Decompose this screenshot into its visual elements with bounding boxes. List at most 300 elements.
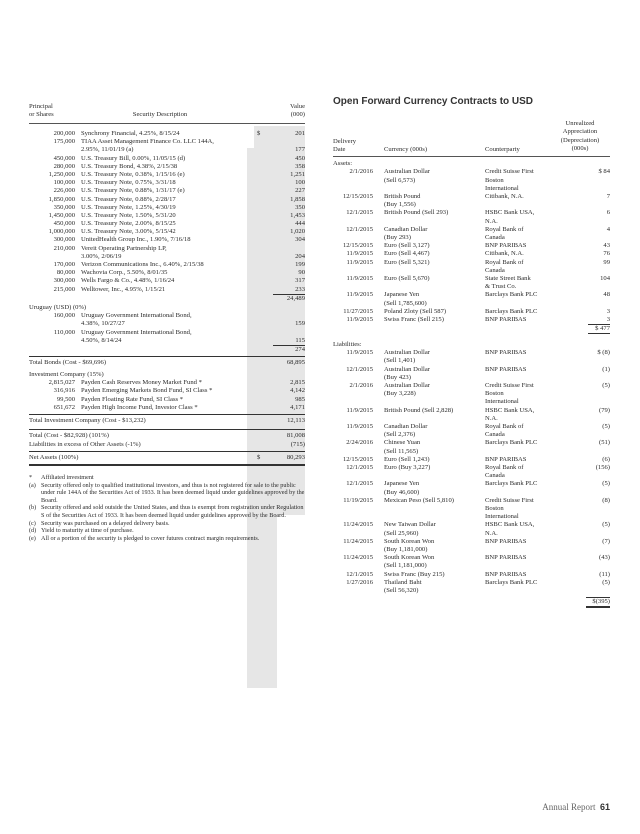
footnote: [29, 520, 305, 528]
counterparty-line: BNP PARIBAS: [485, 242, 527, 250]
holding-row: [29, 228, 305, 236]
principal-amount: 300,000: [53, 236, 75, 244]
delivery-date: 12/1/2015: [346, 480, 373, 488]
counterparty: [485, 521, 534, 537]
security-description: Welltower, Inc., 4.95%, 1/15/21: [81, 285, 166, 293]
holding-row: [29, 312, 305, 320]
footnote-marker: (a): [29, 481, 36, 489]
currency: [384, 308, 446, 316]
appreciation-value: (5): [602, 480, 610, 488]
delivery-date: 11/9/2015: [346, 315, 373, 323]
currency-line: Swiss Franc (Sell 215): [384, 315, 444, 323]
counterparty: [485, 168, 534, 193]
counterparty-line: Citibank, N.A.: [485, 192, 524, 200]
appreciation-value: 3: [606, 315, 610, 323]
counterparty-line: BNP PARIBAS: [485, 365, 527, 373]
holding-row: [29, 253, 305, 261]
security-description: TIAA Asset Management Finance Co. LLC 144A,: [81, 138, 214, 146]
currency-line: Euro (Sell 5,321): [384, 258, 430, 266]
counterparty-line: BNP PARIBAS: [485, 554, 527, 562]
principal-amount: 99,500: [56, 395, 75, 403]
counterparty-line: Barclays Bank PLC: [485, 439, 538, 447]
total-ic-label: Total Investment Company (Cost - $13,232): [29, 417, 146, 424]
counterparty: [485, 497, 534, 522]
footnote-text: Yield to maturity at time of purchase.: [41, 527, 134, 535]
market-value: 100: [295, 179, 305, 187]
appreciation-header: Unrealized Appreciation (Depreciation) (000s): [560, 120, 600, 152]
counterparty-line: Citibank, N.A.: [485, 250, 524, 258]
total-bonds-label: Total Bonds (Cost - $69,696): [29, 359, 107, 367]
currency-line: (Sell 6,573): [384, 176, 416, 184]
security-description: U.S. Treasury Note, 2.00%, 8/15/25: [81, 220, 176, 228]
counterparty-line: N.A.: [485, 529, 498, 537]
currency-line: (Buy 3,228): [384, 390, 416, 398]
principal-amount: 450,000: [53, 154, 75, 162]
currency: [384, 250, 430, 258]
appreciation-value: 76: [603, 250, 610, 258]
footer-label: Annual Report: [542, 802, 596, 812]
contract-row: [333, 308, 610, 316]
principal-amount: 1,000,000: [48, 228, 75, 236]
footnote-text: Security offered only to qualified institutional investors, and thus is not registered for sale to the public under rule 144A of the Securities Act of 1933. It has been deemed liquid under guidelines approved by the Board.: [41, 481, 305, 504]
principal-amount: 200,000: [53, 130, 75, 137]
page-number: 61: [599, 802, 610, 812]
appreciation-value: 6: [606, 209, 610, 217]
market-value: 444: [295, 220, 305, 228]
footnote-text: All or a portion of the security is pledged to cover futures contract margin requirements.: [41, 534, 260, 542]
counterparty: [485, 193, 524, 201]
currency-line: British Pound (Sell 2,828): [384, 406, 454, 414]
delivery-date-header: Delivery Date: [333, 138, 357, 154]
market-value: 450: [295, 154, 305, 162]
principal-amount: 350,000: [53, 203, 75, 211]
delivery-date: 12/1/2015: [346, 225, 373, 233]
principal-header: Principal or Shares: [29, 103, 54, 119]
contract-row: [333, 209, 610, 225]
subtotal-1: 24,489: [273, 294, 305, 303]
appreciation-value: (8): [602, 496, 610, 504]
contract-row: [333, 579, 610, 595]
delivery-date: 11/9/2015: [346, 291, 373, 299]
currency-line: Canadian Dollar: [384, 225, 428, 233]
counterparty-line: Barclays Bank PLC: [485, 291, 538, 299]
currency-line: Euro (Sell 3,127): [384, 242, 430, 250]
security-description: 3.00%, 2/06/19: [81, 252, 122, 260]
contract-row: [333, 250, 610, 258]
principal-amount: 215,000: [53, 285, 75, 293]
counterparty-line: BNP PARIBAS: [485, 315, 527, 323]
contract-row: [333, 168, 610, 193]
appreciation-value: 99: [603, 258, 610, 266]
contract-row: [333, 242, 610, 250]
principal-amount: 651,672: [53, 403, 75, 411]
currency-line: British Pound (Sell 293): [384, 209, 449, 217]
counterparty-line: Canada: [485, 266, 505, 274]
holding-row: [29, 379, 305, 387]
currency-line: Thailand Baht: [384, 578, 422, 586]
contract-row: [333, 291, 610, 307]
investment-company-heading: Investment Company (15%): [29, 371, 104, 379]
currency-line: British Pound: [384, 192, 421, 200]
counterparty: [485, 382, 534, 407]
section-title: Open Forward Currency Contracts to USD: [333, 96, 534, 107]
currency-line: Euro (Sell 1,243): [384, 455, 430, 463]
security-description: 4.38%, 10/27/27: [81, 320, 125, 328]
holding-row: [29, 329, 305, 337]
counterparty: [485, 349, 526, 357]
holding-row: [29, 261, 305, 269]
contract-row: [333, 259, 610, 275]
contract-row: [333, 521, 610, 537]
currency: [384, 571, 445, 579]
counterparty: [485, 579, 537, 587]
currency: [384, 259, 430, 267]
delivery-date: 11/24/2015: [343, 537, 373, 545]
counterparty: [485, 439, 537, 447]
delivery-date: 11/9/2015: [346, 250, 373, 258]
principal-amount: 316,916: [53, 387, 75, 395]
market-value: 159: [295, 320, 305, 328]
counterparty: [485, 423, 523, 439]
principal-amount: 300,000: [53, 277, 75, 285]
counterparty-line: Royal Bank of: [485, 225, 524, 233]
counterparty-line: Credit Suisse First: [485, 496, 534, 504]
appreciation-value: 43: [603, 242, 610, 250]
currency-line: (Sell 1,181,000): [384, 562, 427, 570]
holding-row: [29, 155, 305, 163]
security-description: U.S. Treasury Note, 1.50%, 5/31/20: [81, 211, 176, 219]
counterparty-line: HSBC Bank USA,: [485, 209, 535, 217]
appreciation-value: (5): [602, 521, 610, 529]
security-description: U.S. Treasury Note, 0.75%, 3/31/18: [81, 179, 176, 187]
footnote-marker: (b): [29, 504, 37, 512]
principal-amount: 1,450,000: [48, 211, 75, 219]
counterparty: [485, 250, 524, 258]
appreciation-value: (11): [599, 570, 610, 578]
principal-amount: 1,250,000: [48, 170, 75, 178]
footnote: [29, 535, 305, 543]
appreciation-value: (5): [602, 578, 610, 586]
footnote-text: Security offered and sold outside the United States, and thus is exempt from registration under Regulation S of the Securities Act of 1933. It has been deemed liquid under guidelines approved by the Board.: [41, 504, 304, 519]
net-assets-value: 80,293: [286, 454, 305, 461]
currency-line: (Sell 1,785,600): [384, 299, 427, 307]
counterparty-line: Credit Suisse First: [485, 382, 534, 390]
footnote: [29, 474, 305, 482]
principal-amount: 210,000: [53, 244, 75, 252]
market-value: 1,858: [290, 195, 305, 203]
footnote-text: Security was purchased on a delayed delivery basis.: [41, 519, 170, 527]
currency-header: Currency (000s): [384, 146, 428, 154]
counterparty-line: Boston: [485, 390, 504, 398]
currency-line: Australian Dollar: [384, 365, 430, 373]
security-description: Payden High Income Fund, Investor Class *: [81, 403, 198, 411]
appreciation-value: (79): [599, 406, 610, 414]
security-description: U.S. Treasury Note, 0.88%, 2/28/17: [81, 195, 176, 203]
contract-row: [333, 456, 610, 464]
counterparty: [485, 480, 537, 488]
counterparty: [485, 316, 526, 324]
footnote: [29, 527, 305, 535]
currency: [384, 439, 420, 455]
schedule-of-investments: [29, 103, 305, 542]
market-value: 177: [295, 146, 305, 154]
appreciation-value: (51): [599, 439, 610, 447]
counterparty: [485, 456, 526, 464]
currency-line: Canadian Dollar: [384, 423, 428, 431]
appreciation-value: (43): [599, 554, 610, 562]
delivery-date: 11/9/2015: [346, 349, 373, 357]
contract-row: [333, 193, 610, 209]
delivery-date: 11/19/2015: [343, 496, 373, 504]
currency-line: Australian Dollar: [384, 168, 430, 176]
security-description: UnitedHealth Group Inc., 1.90%, 7/16/18: [81, 236, 191, 244]
market-value: 199: [295, 261, 305, 268]
security-description: Synchrony Financial, 4.25%, 8/15/24: [81, 130, 180, 137]
delivery-date: 11/24/2015: [343, 554, 373, 562]
currency: [384, 423, 427, 439]
holding-row: [29, 146, 305, 154]
principal-amount: 110,000: [53, 328, 75, 336]
counterparty-line: BNP PARIBAS: [485, 570, 527, 578]
currency-line: (Buy 293): [384, 233, 411, 241]
security-description: 2.95%, 11/01/19 (a): [81, 146, 134, 154]
holding-row: [29, 245, 305, 253]
currency-line: South Korean Won: [384, 554, 435, 562]
delivery-date: 11/9/2015: [346, 258, 373, 266]
security-description: Wells Fargo & Co., 4.48%, 1/16/24: [81, 277, 175, 285]
market-value: 1,020: [290, 228, 305, 236]
holding-row: [29, 138, 305, 146]
description-header: Security Description: [132, 111, 188, 118]
contract-row: [333, 316, 610, 324]
currency-line: (Buy 423): [384, 373, 411, 381]
counterparty-line: Boston: [485, 176, 504, 184]
currency-line: Mexican Peso (Sell 5,810): [384, 496, 454, 504]
currency-line: Euro (Buy 3,227): [384, 464, 431, 471]
counterparty: [485, 209, 534, 225]
currency-line: (Sell 11,565): [384, 447, 419, 455]
dollar-sign: $: [257, 130, 261, 137]
contract-row: [333, 423, 610, 439]
currency-line: Chinese Yuan: [384, 439, 421, 447]
counterparty: [485, 275, 531, 291]
counterparty: [485, 242, 526, 250]
contract-row: [333, 226, 610, 242]
security-description: U.S. Treasury Note, 0.38%, 1/15/16 (e): [81, 170, 185, 178]
counterparty-line: Royal Bank of: [485, 464, 524, 471]
appreciation-value: (5): [602, 423, 610, 431]
holding-row: [29, 320, 305, 328]
investment-company-rows: [29, 379, 305, 412]
currency-line: (Buy 1,181,000): [384, 545, 428, 553]
holding-row: [29, 236, 305, 244]
principal-amount: 226,000: [53, 187, 75, 195]
counterparty: [485, 571, 526, 579]
currency-line: Euro (Sell 5,670): [384, 274, 430, 282]
delivery-date: 12/15/2015: [342, 192, 373, 200]
contract-row: [333, 554, 610, 570]
contracts-header: [333, 120, 610, 157]
currency: [384, 168, 430, 184]
counterparty: [485, 407, 534, 423]
currency: [384, 407, 453, 415]
counterparty: [485, 464, 523, 480]
market-value: 90: [298, 269, 305, 277]
liabilities-rows: [333, 349, 610, 595]
counterparty-line: BNP PARIBAS: [485, 537, 527, 545]
counterparty: [485, 366, 526, 374]
market-value: 4,142: [290, 387, 305, 395]
holding-row: [29, 404, 305, 412]
market-value: 2,815: [290, 379, 305, 387]
market-value: 317: [295, 277, 305, 285]
appreciation-value: $ 84: [598, 168, 610, 176]
counterparty: [485, 308, 537, 316]
counterparty-line: N.A.: [485, 217, 498, 225]
liabilities-heading: Liabilities:: [333, 341, 362, 349]
currency-line: (Buy 46,600): [384, 488, 420, 496]
appreciation-value: (7): [602, 537, 610, 545]
liabilities-value: (715): [290, 441, 305, 448]
counterparty-line: Canada: [485, 233, 505, 241]
security-description: Uruguay Government International Bond,: [81, 312, 192, 320]
appreciation-value: 3: [606, 307, 610, 315]
delivery-date: 12/1/2015: [346, 365, 373, 373]
principal-amount: 175,000: [53, 138, 75, 146]
contract-row: [333, 571, 610, 579]
currency: [384, 193, 420, 209]
delivery-date: 11/9/2015: [346, 406, 373, 414]
market-value: 233: [295, 285, 305, 293]
counterparty: [485, 226, 523, 242]
page-footer: [542, 802, 610, 812]
appreciation-value: 4: [606, 225, 610, 233]
assets-total: $ 477: [588, 324, 610, 334]
principal-amount: 2,815,027: [48, 379, 75, 387]
holding-row: [29, 220, 305, 228]
counterparty-line: Royal Bank of: [485, 258, 524, 266]
total-cost-label: Total (Cost - $82,928) (101%): [29, 432, 109, 439]
market-value: 115: [295, 336, 305, 344]
currency-line: (Sell 1,401): [384, 357, 416, 365]
currency: [384, 579, 422, 595]
principal-amount: 450,000: [53, 220, 75, 228]
delivery-date: 12/15/2015: [342, 242, 373, 250]
currency: [384, 242, 430, 250]
contract-row: [333, 439, 610, 455]
holding-row: [29, 163, 305, 171]
footnote-marker: (d): [29, 527, 37, 535]
currency-line: (Sell 2,376): [384, 431, 416, 439]
principal-amount: 160,000: [53, 312, 75, 320]
currency: [384, 382, 430, 398]
security-description: Payden Emerging Markets Bond Fund, SI Class *: [81, 387, 213, 395]
assets-rows: [333, 168, 610, 324]
counterparty: [485, 538, 526, 546]
appreciation-value: (5): [602, 382, 610, 390]
currency-line: (Sell 25,960): [384, 529, 419, 537]
holding-row: [29, 187, 305, 195]
holding-row: [29, 171, 305, 179]
delivery-date: 11/27/2015: [343, 307, 373, 315]
currency: [384, 291, 427, 307]
market-value: 1,251: [290, 170, 305, 178]
counterparty: [485, 554, 526, 562]
contract-row: [333, 464, 610, 480]
security-description: Payden Floating Rate Fund, SI Class *: [81, 395, 184, 403]
currency: [384, 226, 427, 242]
delivery-date: 2/1/2016: [349, 382, 373, 390]
currency-line: Euro (Sell 4,467): [384, 250, 430, 258]
table-header: [29, 103, 305, 124]
market-value: 201: [295, 130, 305, 137]
security-description: Payden Cash Reserves Money Market Fund *: [81, 379, 202, 387]
security-description: U.S. Treasury Bill, 0.00%, 11/05/15 (d): [81, 154, 186, 162]
contract-row: [333, 497, 610, 522]
market-value: 304: [295, 236, 305, 244]
counterparty-line: Barclays Bank PLC: [485, 578, 538, 586]
bond-rows: [29, 130, 305, 294]
delivery-date: 2/24/2016: [346, 439, 373, 447]
security-description: U.S. Treasury Note, 1.25%, 4/30/19: [81, 203, 176, 211]
currency: [384, 456, 430, 464]
security-description: U.S. Treasury Note, 3.00%, 5/15/42: [81, 228, 176, 236]
security-description: Vereit Operating Partnership LP,: [81, 244, 167, 252]
currency: [384, 464, 430, 472]
counterparty-line: & Trust Co.: [485, 283, 517, 291]
currency-line: New Taiwan Dollar: [384, 521, 436, 529]
market-value: 358: [295, 162, 305, 170]
contract-row: [333, 366, 610, 382]
delivery-date: 12/15/2015: [342, 455, 373, 463]
appreciation-value: 104: [600, 274, 610, 282]
currency: [384, 554, 434, 570]
holding-row: [29, 396, 305, 404]
holding-row: [29, 179, 305, 187]
counterparty-line: International: [485, 513, 519, 521]
currency: [384, 497, 454, 505]
currency: [384, 521, 436, 537]
holding-row: [29, 204, 305, 212]
currency-line: Australian Dollar: [384, 349, 430, 357]
contract-row: [333, 349, 610, 365]
holding-row: [29, 212, 305, 220]
security-description: U.S. Treasury Bond, 4.38%, 2/15/38: [81, 162, 178, 170]
market-value: 4,171: [290, 403, 305, 411]
counterparty-header: Counterparty: [485, 146, 520, 154]
counterparty-line: Boston: [485, 504, 504, 512]
currency-line: South Korean Won: [384, 537, 435, 545]
currency-line: Poland Zloty (Sell 587): [384, 307, 447, 315]
market-value: 985: [295, 395, 305, 403]
appreciation-value: (1): [602, 365, 610, 373]
total-ic-value: 12,113: [287, 417, 305, 424]
counterparty-line: Credit Suisse First: [485, 168, 534, 176]
counterparty-line: Canada: [485, 431, 505, 439]
currency: [384, 209, 448, 217]
security-description: Uruguay Government International Bond,: [81, 328, 192, 336]
counterparty-line: State Street Bank: [485, 274, 531, 282]
principal-amount: 80,000: [56, 269, 75, 277]
delivery-date: 11/24/2015: [343, 521, 373, 529]
currency-line: (Buy 1,556): [384, 201, 416, 209]
footnote-marker: *: [29, 474, 33, 481]
security-description: Wachovia Corp., 5.50%, 8/01/35: [81, 269, 168, 277]
principal-amount: 1,850,000: [48, 195, 75, 203]
counterparty: [485, 259, 523, 275]
contract-row: [333, 382, 610, 407]
counterparty-line: International: [485, 398, 519, 406]
